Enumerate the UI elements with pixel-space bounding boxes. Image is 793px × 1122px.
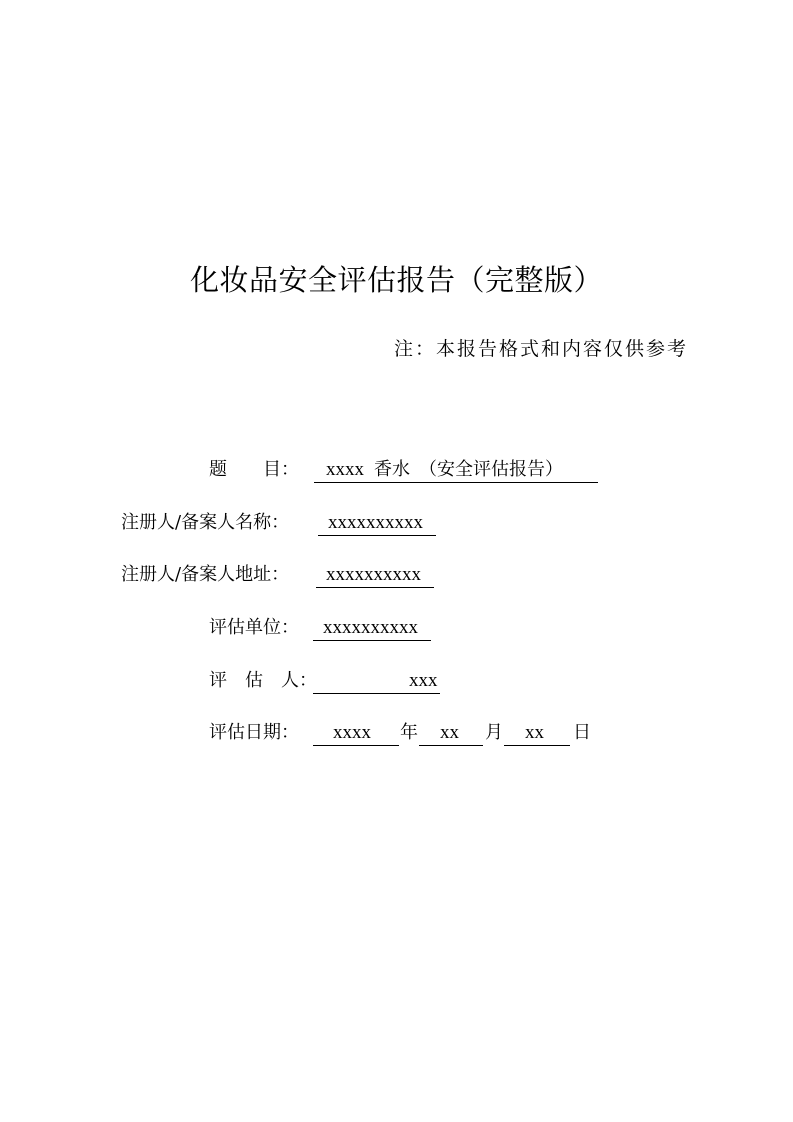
subject-value-field xyxy=(314,457,598,483)
date-year-field xyxy=(313,720,399,746)
registrant-address-value: xxxxxxxxxx xyxy=(326,564,421,585)
assessment-unit-value-field xyxy=(313,615,431,641)
date-day-unit: 日 xyxy=(573,722,591,743)
document-title: 化妆品安全评估报告（完整版） xyxy=(189,263,603,297)
assessor-row xyxy=(0,668,793,694)
date-month-unit: 月 xyxy=(485,722,503,743)
registrant-name-label: 注册人/备案人名称： xyxy=(121,512,290,533)
assessment-date-row xyxy=(0,720,793,746)
assessment-unit-label: 评估单位： xyxy=(209,617,299,638)
registrant-address-row xyxy=(0,562,793,588)
assessment-date-label: 评估日期： xyxy=(209,722,299,743)
subject-label: 题 目： xyxy=(209,459,299,480)
date-day-field xyxy=(504,720,570,746)
subject-value-prefix: xxxx xyxy=(326,459,364,480)
registrant-address-label: 注册人/备案人地址： xyxy=(121,564,290,585)
registrant-address-value-field xyxy=(316,562,434,588)
subject-row xyxy=(0,457,793,483)
assessor-value: xxx xyxy=(409,670,438,691)
registrant-name-value: xxxxxxxxxx xyxy=(328,512,423,533)
date-year-value: xxxx xyxy=(333,722,371,743)
assessment-unit-row xyxy=(0,615,793,641)
registrant-name-row xyxy=(0,510,793,536)
date-year-unit: 年 xyxy=(400,722,418,743)
assessment-unit-value: xxxxxxxxxx xyxy=(323,617,418,638)
subject-value-main: 香水 （安全评估报告） xyxy=(374,459,563,480)
assessor-label: 评 估 人： xyxy=(209,670,317,691)
date-month-value: xx xyxy=(440,722,459,743)
assessor-value-field xyxy=(313,668,440,694)
registrant-name-value-field xyxy=(318,510,436,536)
document-note: 注：本报告格式和内容仅供参考 xyxy=(394,338,689,360)
date-month-field xyxy=(419,720,483,746)
date-day-value: xx xyxy=(525,722,544,743)
